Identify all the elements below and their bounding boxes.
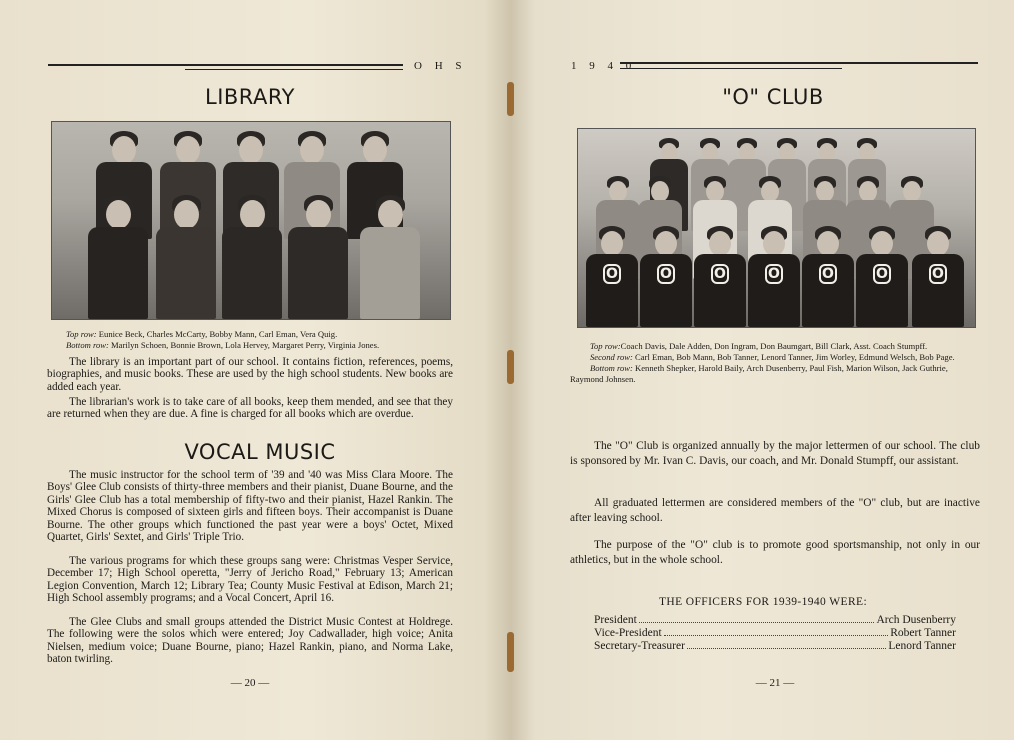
staple bbox=[507, 632, 514, 672]
library-group-photo bbox=[51, 121, 451, 320]
jersey-letter: O bbox=[929, 264, 947, 284]
officer-role: Secretary-Treasurer bbox=[594, 640, 685, 652]
header-rule-thin bbox=[185, 69, 403, 70]
photo-person bbox=[360, 198, 420, 319]
jersey-letter: O bbox=[711, 264, 729, 284]
staple bbox=[507, 350, 514, 384]
caption-second-row: Carl Eman, Bob Mann, Bob Tanner, Lenord Tanner, Jim Worley, Edmund Welsch, Bob Page. bbox=[632, 352, 955, 362]
officer-row bbox=[594, 614, 956, 626]
leader-dots bbox=[664, 635, 889, 636]
photo-person bbox=[156, 198, 216, 319]
vocal-paragraph-1: The music instructor for the school term of '39 and '40 was Miss Clara Moore. The Boys' Glee Club consists of thirty-three members and their pianist, Duane Bourne, and the Girls' Glee Club has a total membership of fifty-two and their pianist, Hazel Rankin. The Mixed Chorus is composed of sixteen girls and fifteen boys. Their accompanist is Duane Bourne. The other groups which functioned the past year were a boys' Octet, Mixed Quartet, Girls' Sextet, and Girls' Triple Trio. bbox=[47, 469, 453, 544]
library-title: LIBRARY bbox=[205, 85, 295, 109]
photo-person bbox=[912, 229, 964, 327]
caption-bottom-row: Kenneth Shepker, Harold Baily, Arch Dusenberry, Paul Fish, Marion Wilson, Jack Guthrie, Raymond Johnsen. bbox=[570, 363, 948, 384]
page-number: — 20 — bbox=[230, 677, 270, 689]
header-rule-thin bbox=[620, 68, 842, 69]
leader-dots bbox=[687, 648, 886, 649]
jersey-letter: O bbox=[657, 264, 675, 284]
caption-top-row: Eunice Beck, Charles McCarty, Bobby Mann, Carl Eman, Vera Quig. bbox=[96, 329, 338, 339]
o-club-title: "O" CLUB bbox=[722, 85, 824, 109]
caption-label: Bottom row: bbox=[66, 340, 109, 350]
leader-dots bbox=[639, 622, 875, 623]
caption-bottom-row: Marilyn Schoen, Bonnie Brown, Lola Hervey, Margaret Perry, Virginia Jones. bbox=[108, 340, 380, 350]
library-paragraph-2: The librarian's work is to take care of all books, keep them mended, and see that they are returned when they are due. A fine is charged for all books which are overdue. bbox=[47, 396, 453, 421]
officer-row bbox=[594, 627, 956, 639]
jersey-letter: O bbox=[819, 264, 837, 284]
header-rule bbox=[620, 62, 978, 64]
caption-label: Top row: bbox=[66, 329, 97, 339]
jersey-letter: O bbox=[603, 264, 621, 284]
library-caption bbox=[66, 329, 446, 351]
officers-title: THE OFFICERS FOR 1939-1940 WERE: bbox=[658, 596, 868, 608]
vocal-paragraph-2: The various programs for which these groups sang were: Christmas Vesper Service, December 17; High School operetta, "Jerry of Jericho Road," February 13; American Legion Convention, March 12; Library Tea; County Music Festival at Edison, March 21; High School assembly programs; and a Vocal Concert, April 16. bbox=[47, 555, 453, 605]
photo-person bbox=[88, 198, 148, 319]
vocal-paragraph-3: The Glee Clubs and small groups attended the District Music Contest at Holdrege. The following were the solos which were entered; Joy Cadwallader, high voice; Anita Nielsen, medium voice; Duane Bourne, piano; Hazel Rankin, piano, and Norma Lake, baton twirling. bbox=[47, 616, 453, 666]
caption-label: Second row: bbox=[590, 352, 633, 362]
caption-label: Bottom row: bbox=[590, 363, 633, 373]
photo-person bbox=[222, 198, 282, 319]
officer-name: Arch Dusenberry bbox=[876, 614, 956, 626]
o-club-paragraph-1: The "O" Club is organized annually by the major lettermen of our school. The club is sponsored by Mr. Ivan C. Davis, our coach, and Mr. Donald Stumpff, our assistant. bbox=[570, 440, 980, 467]
staple bbox=[507, 82, 514, 116]
page-number: — 21 — bbox=[755, 677, 795, 689]
o-club-caption bbox=[570, 341, 980, 385]
o-club-paragraph-3: The purpose of the "O" club is to promote good sportsmanship, not only in our athletics, but in the whole school. bbox=[570, 539, 980, 566]
o-club-paragraph-2: All graduated lettermen are considered members of the "O" club, but are inactive after leaving school. bbox=[570, 497, 980, 524]
o-club-group-photo bbox=[577, 128, 976, 328]
officer-role: Vice-President bbox=[594, 627, 662, 639]
caption-top-row: Coach Davis, Dale Adden, Don Ingram, Don Baumgart, Bill Clark, Asst. Coach Stumpff. bbox=[620, 341, 928, 351]
photo-person bbox=[288, 198, 348, 319]
caption-label: Top row: bbox=[590, 341, 621, 351]
running-header: 1 9 4 0 bbox=[571, 60, 637, 72]
photo-person bbox=[640, 229, 692, 327]
officer-name: Lenord Tanner bbox=[888, 640, 956, 652]
photo-person bbox=[802, 229, 854, 327]
photo-person bbox=[694, 229, 746, 327]
photo-person bbox=[586, 229, 638, 327]
library-paragraph-1: The library is an important part of our school. It contains fiction, references, poems, biographies, and music books. These are used by the high school students. New books are added each year. bbox=[47, 356, 453, 393]
officer-name: Robert Tanner bbox=[890, 627, 956, 639]
running-header: O H S bbox=[414, 60, 467, 72]
photo-person bbox=[856, 229, 908, 327]
vocal-music-title: VOCAL MUSIC bbox=[184, 440, 336, 464]
photo-person bbox=[748, 229, 800, 327]
jersey-letter: O bbox=[765, 264, 783, 284]
officer-role: President bbox=[594, 614, 637, 626]
officer-row bbox=[594, 640, 956, 652]
jersey-letter: O bbox=[873, 264, 891, 284]
header-rule bbox=[48, 64, 403, 66]
